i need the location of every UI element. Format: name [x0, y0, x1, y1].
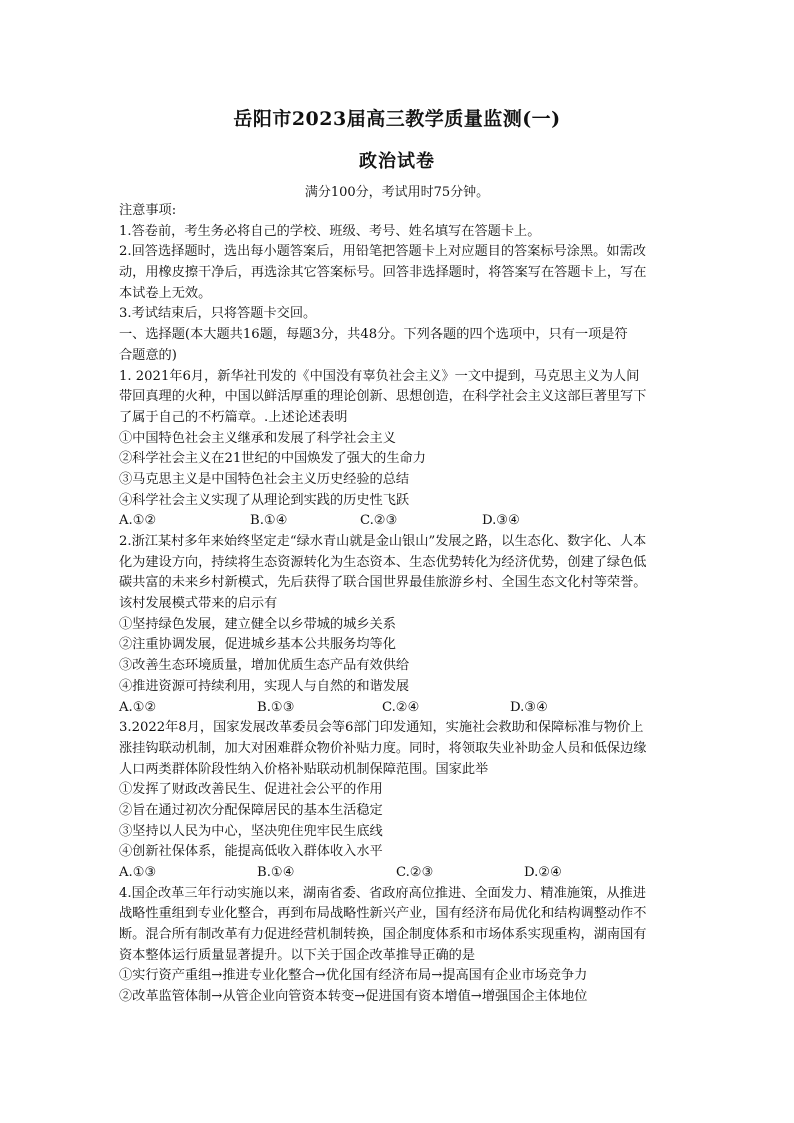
- option-c: C.②③: [396, 865, 434, 880]
- option-b: B.①③: [257, 699, 295, 715]
- answer-options: [119, 698, 684, 719]
- question-item: ①发挥了财政改善民生、促进社会公平的作用: [119, 782, 383, 798]
- question-stem-line: 涨挂钩联动机制，加大对困难群众物价补贴力度。同时，将领取失业补助金人员和低保边缘: [119, 740, 647, 756]
- answer-options: [119, 863, 684, 884]
- question-item: ②注重协调发展，促进城乡基本公共服务均等化: [119, 637, 396, 653]
- option-c: C.②④: [382, 699, 420, 715]
- option-d: D.③④: [482, 513, 520, 529]
- question-stem-line: 人口两类群体阶段性纳入价格补贴联动机制保障范围。国家此举: [119, 761, 489, 777]
- question-stem-line: 断。混合所有制改革有力促进经营机制转换，国企制度体系和市场体系实现重构，湖南国有: [119, 927, 647, 943]
- notice-line: 本试卷上无效。: [119, 285, 212, 301]
- question-item: ①坚持绿色发展，建立健全以乡带城的城乡关系: [119, 616, 396, 632]
- question-item: ①实行资产重组→推进专业化整合→优化国有经济布局→提高国有企业市场竞争力: [119, 968, 588, 984]
- question-item: ③坚持以人民为中心，坚决兜住兜牢民生底线: [119, 823, 383, 839]
- section-heading: [119, 325, 684, 366]
- notice-line: 2.回答选择题时，选出每小题答案后，用铅笔把答题卡上对应题目的答案标号涂黑。如需改: [119, 244, 646, 260]
- exam-body: [119, 201, 684, 1008]
- question-stem-line: 2.浙江某村多年来始终坚定走“绿水青山就是金山银山”发展之路，以生态化、数字化、人本: [119, 534, 647, 549]
- option-d: D.②④: [524, 865, 562, 880]
- notice-heading: 注意事项:: [119, 203, 177, 218]
- question-stem-line: 带回真理的火种，中国以鲜活厚重的理论创新、思想创造，在科学社会主义这部巨著里写下: [119, 389, 647, 405]
- option-c: C.②③: [360, 513, 398, 529]
- question-stem-line: 4.国企改革三年行动实施以来，湖南省委、省政府高位推进、全面发力、精准施策，从推进: [119, 885, 646, 901]
- notice-line: 动，用橡皮擦干净后，再选涂其它答案标号。回答非选择题时，将答案写在答题卡上，写在: [119, 265, 647, 281]
- option-a: A.①③: [119, 865, 157, 880]
- section-line: 一、选择题(本大题共16题，每题3分，共48分。下列各题的四个选项中，只有一项是符: [119, 327, 628, 343]
- question-item: ①中国特色社会主义继承和发展了科学社会主义: [119, 430, 396, 446]
- question-4: [119, 884, 684, 1008]
- question-stem-line: 了属于自己的不朽篇章。.上述论述表明: [119, 409, 348, 425]
- question-stem-line: 化为建设方向，持续将生态资源转化为生态资本、生态优势转化为经济优势，创建了绿色低: [119, 554, 647, 570]
- question-stem-line: 1. 2021年6月，新华社刊发的《中国没有辜负社会主义》一文中提到，马克思主义为人间: [119, 368, 640, 384]
- question-stem-line: 资本整体运行质量显著提升。以下关于国企改革推导正确的是: [119, 947, 476, 963]
- notice-line: 1.答卷前，考生务必将自己的学校、班级、考号、姓名填写在答题卡上。: [119, 223, 541, 239]
- notice-list: [119, 222, 684, 325]
- option-b: B.①④: [257, 865, 295, 880]
- question-item: ③马克思主义是中国特色社会主义历史经验的总结: [119, 471, 410, 487]
- notice-line: 3.考试结束后，只将答题卡交回。: [119, 306, 317, 322]
- option-a: A.①②: [119, 513, 157, 529]
- option-a: A.①②: [119, 699, 157, 715]
- exam-title: 岳阳市2023届高三教学质量监测(一): [233, 108, 561, 130]
- question-item: ②科学社会主义在21世纪的中国焕发了强大的生命力: [119, 451, 426, 467]
- question-stem-line: 碳共富的未来乡村新模式，先后获得了联合国世界最佳旅游乡村、全国生态文化村等荣誉。: [119, 575, 647, 591]
- question-item: ④科学社会主义实现了从理论到实践的历史性飞跃: [119, 492, 410, 508]
- question-2: [119, 532, 684, 718]
- question-stem-line: 3.2022年8月，国家发展改革委员会等6部门印发通知，实施社会救助和保障标准与物价上: [119, 720, 644, 736]
- question-item: ②旨在通过初次分配保障居民的基本生活稳定: [119, 802, 383, 818]
- option-d: D.③④: [510, 699, 548, 715]
- question-item: ②改革监管体制→从管企业向管资本转变→促进国有资本增值→增强国企主体地位: [119, 989, 588, 1005]
- exam-subject: 政治试卷: [359, 151, 435, 172]
- exam-meta: 满分100分，考试用时75分钟。: [304, 185, 490, 200]
- question-1: [119, 367, 684, 533]
- question-item: ④推进资源可持续利用，实现人与自然的和谐发展: [119, 678, 410, 694]
- option-b: B.①④: [250, 513, 288, 529]
- question-item: ③改善生态环境质量，增加优质生态产品有效供给: [119, 658, 410, 674]
- answer-options: [119, 511, 684, 532]
- question-item: ④创新社保体系，能提高低收入群体收入水平: [119, 844, 383, 860]
- question-stem-line: 战略性重组到专业化整合，再到布局战略性新兴产业，国有经济布局优化和结构调整动作不: [119, 906, 647, 922]
- section-line: 合题意的): [119, 347, 177, 363]
- question-stem-line: 该村发展模式带来的启示有: [119, 596, 278, 612]
- question-3: [119, 718, 684, 884]
